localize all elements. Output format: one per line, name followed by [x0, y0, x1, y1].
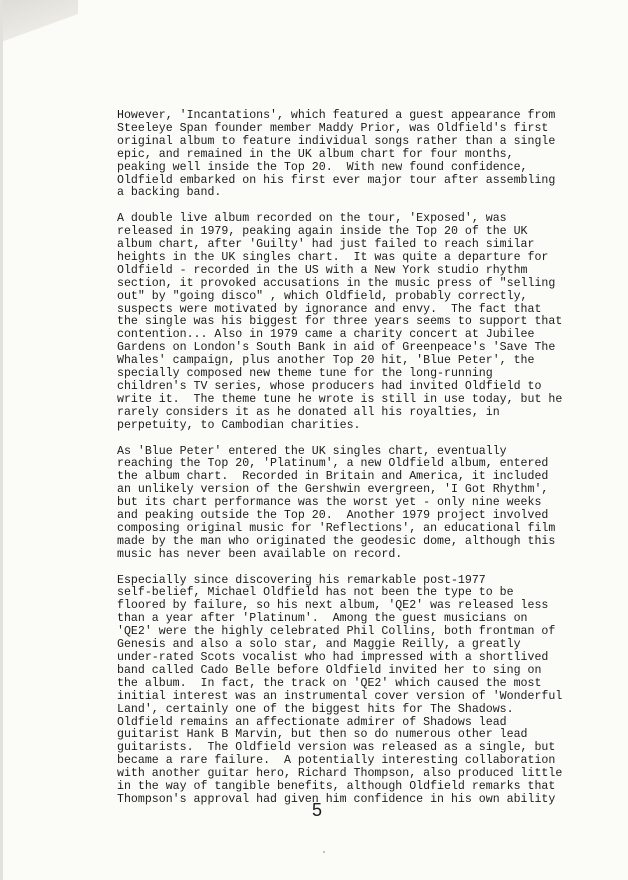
page-number: 5	[312, 800, 323, 820]
text-line: Thompson's approval had given him confidence in his own ability	[117, 792, 556, 806]
text-line: reaching the Top 20, 'Platinum', a new Oldfield album, entered	[117, 457, 549, 471]
text-line: Oldfield embarked on his first ever major tour after assembling	[117, 173, 556, 187]
text-line: the single was his biggest for three years seems to support that	[117, 315, 563, 329]
text-line: became a rare failure. A potentially interesting collaboration	[117, 754, 556, 768]
text-line: floored by failure, so his next album, 'QE2' was released less	[117, 599, 549, 613]
text-line: music has never been available on record.	[117, 547, 403, 561]
text-line: peaking well inside the Top 20. With new found confidence,	[117, 160, 528, 174]
text-line: album chart, after 'Guilty' had just failed to reach similar	[117, 238, 535, 252]
text-line: A double live album recorded on the tour, 'Exposed', was	[117, 212, 507, 226]
folded-corner	[0, 0, 78, 48]
text-line: children's TV series, whose producers had invited Oldfield to	[117, 380, 542, 394]
text-line: and peaking outside the Top 20. Another 1979 project involved	[117, 509, 549, 523]
text-line: an unlikely version of the Gershwin evergreen, 'I Got Rhythm',	[117, 483, 549, 497]
text-line: Especially since discovering his remarkable post-1977	[117, 573, 486, 587]
text-line: composing original music for 'Reflections', an educational film	[117, 521, 556, 535]
text-line: Oldfield - recorded in the US with a New York studio rhythm	[117, 263, 528, 277]
text-line: As 'Blue Peter' entered the UK singles chart, eventually	[117, 444, 507, 458]
text-line: However, 'Incantations', which featured a guest appearance from	[117, 109, 556, 122]
text-line: a backing band.	[117, 186, 222, 200]
text-line: Gardens on London's South Bank in aid of Greenpeace's 'Save The	[117, 341, 556, 355]
text-line: rarely considers it as he donated all his royalties, in	[117, 405, 500, 419]
text-line: band called Cado Belle before Oldfield invited her to sing on	[117, 663, 542, 677]
text-line: released in 1979, peaking again inside the Top 20 of the UK	[117, 225, 528, 239]
text-line: Land', certainly one of the biggest hits for The Shadows.	[117, 702, 514, 716]
text-line: section, it provoked accusations in the music press of "selling	[117, 276, 556, 290]
text-line: under-rated Scots vocalist who had impressed with a shortlived	[117, 651, 549, 665]
text-line: with another guitar hero, Richard Thompson, also produced little	[117, 767, 563, 781]
text-line: original album to feature individual songs rather than a single	[117, 134, 556, 148]
text-line: contention... Also in 1979 came a charity concert at Jubilee	[117, 328, 535, 342]
paragraph-2	[117, 213, 607, 432]
paper-speck	[323, 851, 325, 853]
text-line: write it. The theme tune he wrote is still in use today, but he	[117, 392, 563, 406]
text-line: the album chart. Recorded in Britain and America, it included	[117, 470, 549, 484]
text-line: Whales' campaign, plus another Top 20 hit, 'Blue Peter', the	[117, 354, 535, 368]
text-line: than a year after 'Platinum'. Among the guest musicians on	[117, 612, 528, 626]
text-line: suspects were motivated by ignorance and envy. The fact that	[117, 302, 542, 316]
text-line: heights in the UK singles chart. It was quite a departure for	[117, 250, 549, 264]
page-edge	[0, 0, 3, 880]
paragraph-4	[117, 575, 607, 807]
text-line: out" by "going disco" , which Oldfield, probably correctly,	[117, 289, 528, 303]
text-line: guitarist Hank B Marvin, but then so do numerous other lead	[117, 728, 528, 742]
text-line: epic, and remained in the UK album chart for four months,	[117, 147, 514, 161]
text-line: but its chart performance was the worst yet - only nine weeks	[117, 496, 542, 510]
text-line: made by the man who originated the geodesic dome, although this	[117, 534, 556, 548]
paragraph-1	[117, 110, 607, 200]
paragraph-3	[117, 446, 607, 562]
text-line: Oldfield remains an affectionate admirer of Shadows lead	[117, 715, 507, 729]
text-line: initial interest was an instrumental cover version of 'Wonderful	[117, 689, 563, 703]
text-line: specially composed new theme tune for the long-running	[117, 367, 493, 381]
text-line: in the way of tangible benefits, although Oldfield remarks that	[117, 780, 556, 794]
body-text	[117, 110, 607, 820]
text-line: perpetuity, to Cambodian charities.	[117, 418, 361, 432]
text-line: Genesis and also a solo star, and Maggie Reilly, a greatly	[117, 638, 521, 652]
text-line: the album. In fact, the track on 'QE2' which caused the most	[117, 676, 542, 690]
text-line: self-belief, Michael Oldfield has not been the type to be	[117, 586, 514, 600]
text-line: Steeleye Span founder member Maddy Prior, was Oldfield's first	[117, 121, 549, 135]
text-line: 'QE2' were the highly celebrated Phil Collins, both frontman of	[117, 625, 556, 639]
text-line: guitarists. The Oldfield version was released as a single, but	[117, 741, 556, 755]
